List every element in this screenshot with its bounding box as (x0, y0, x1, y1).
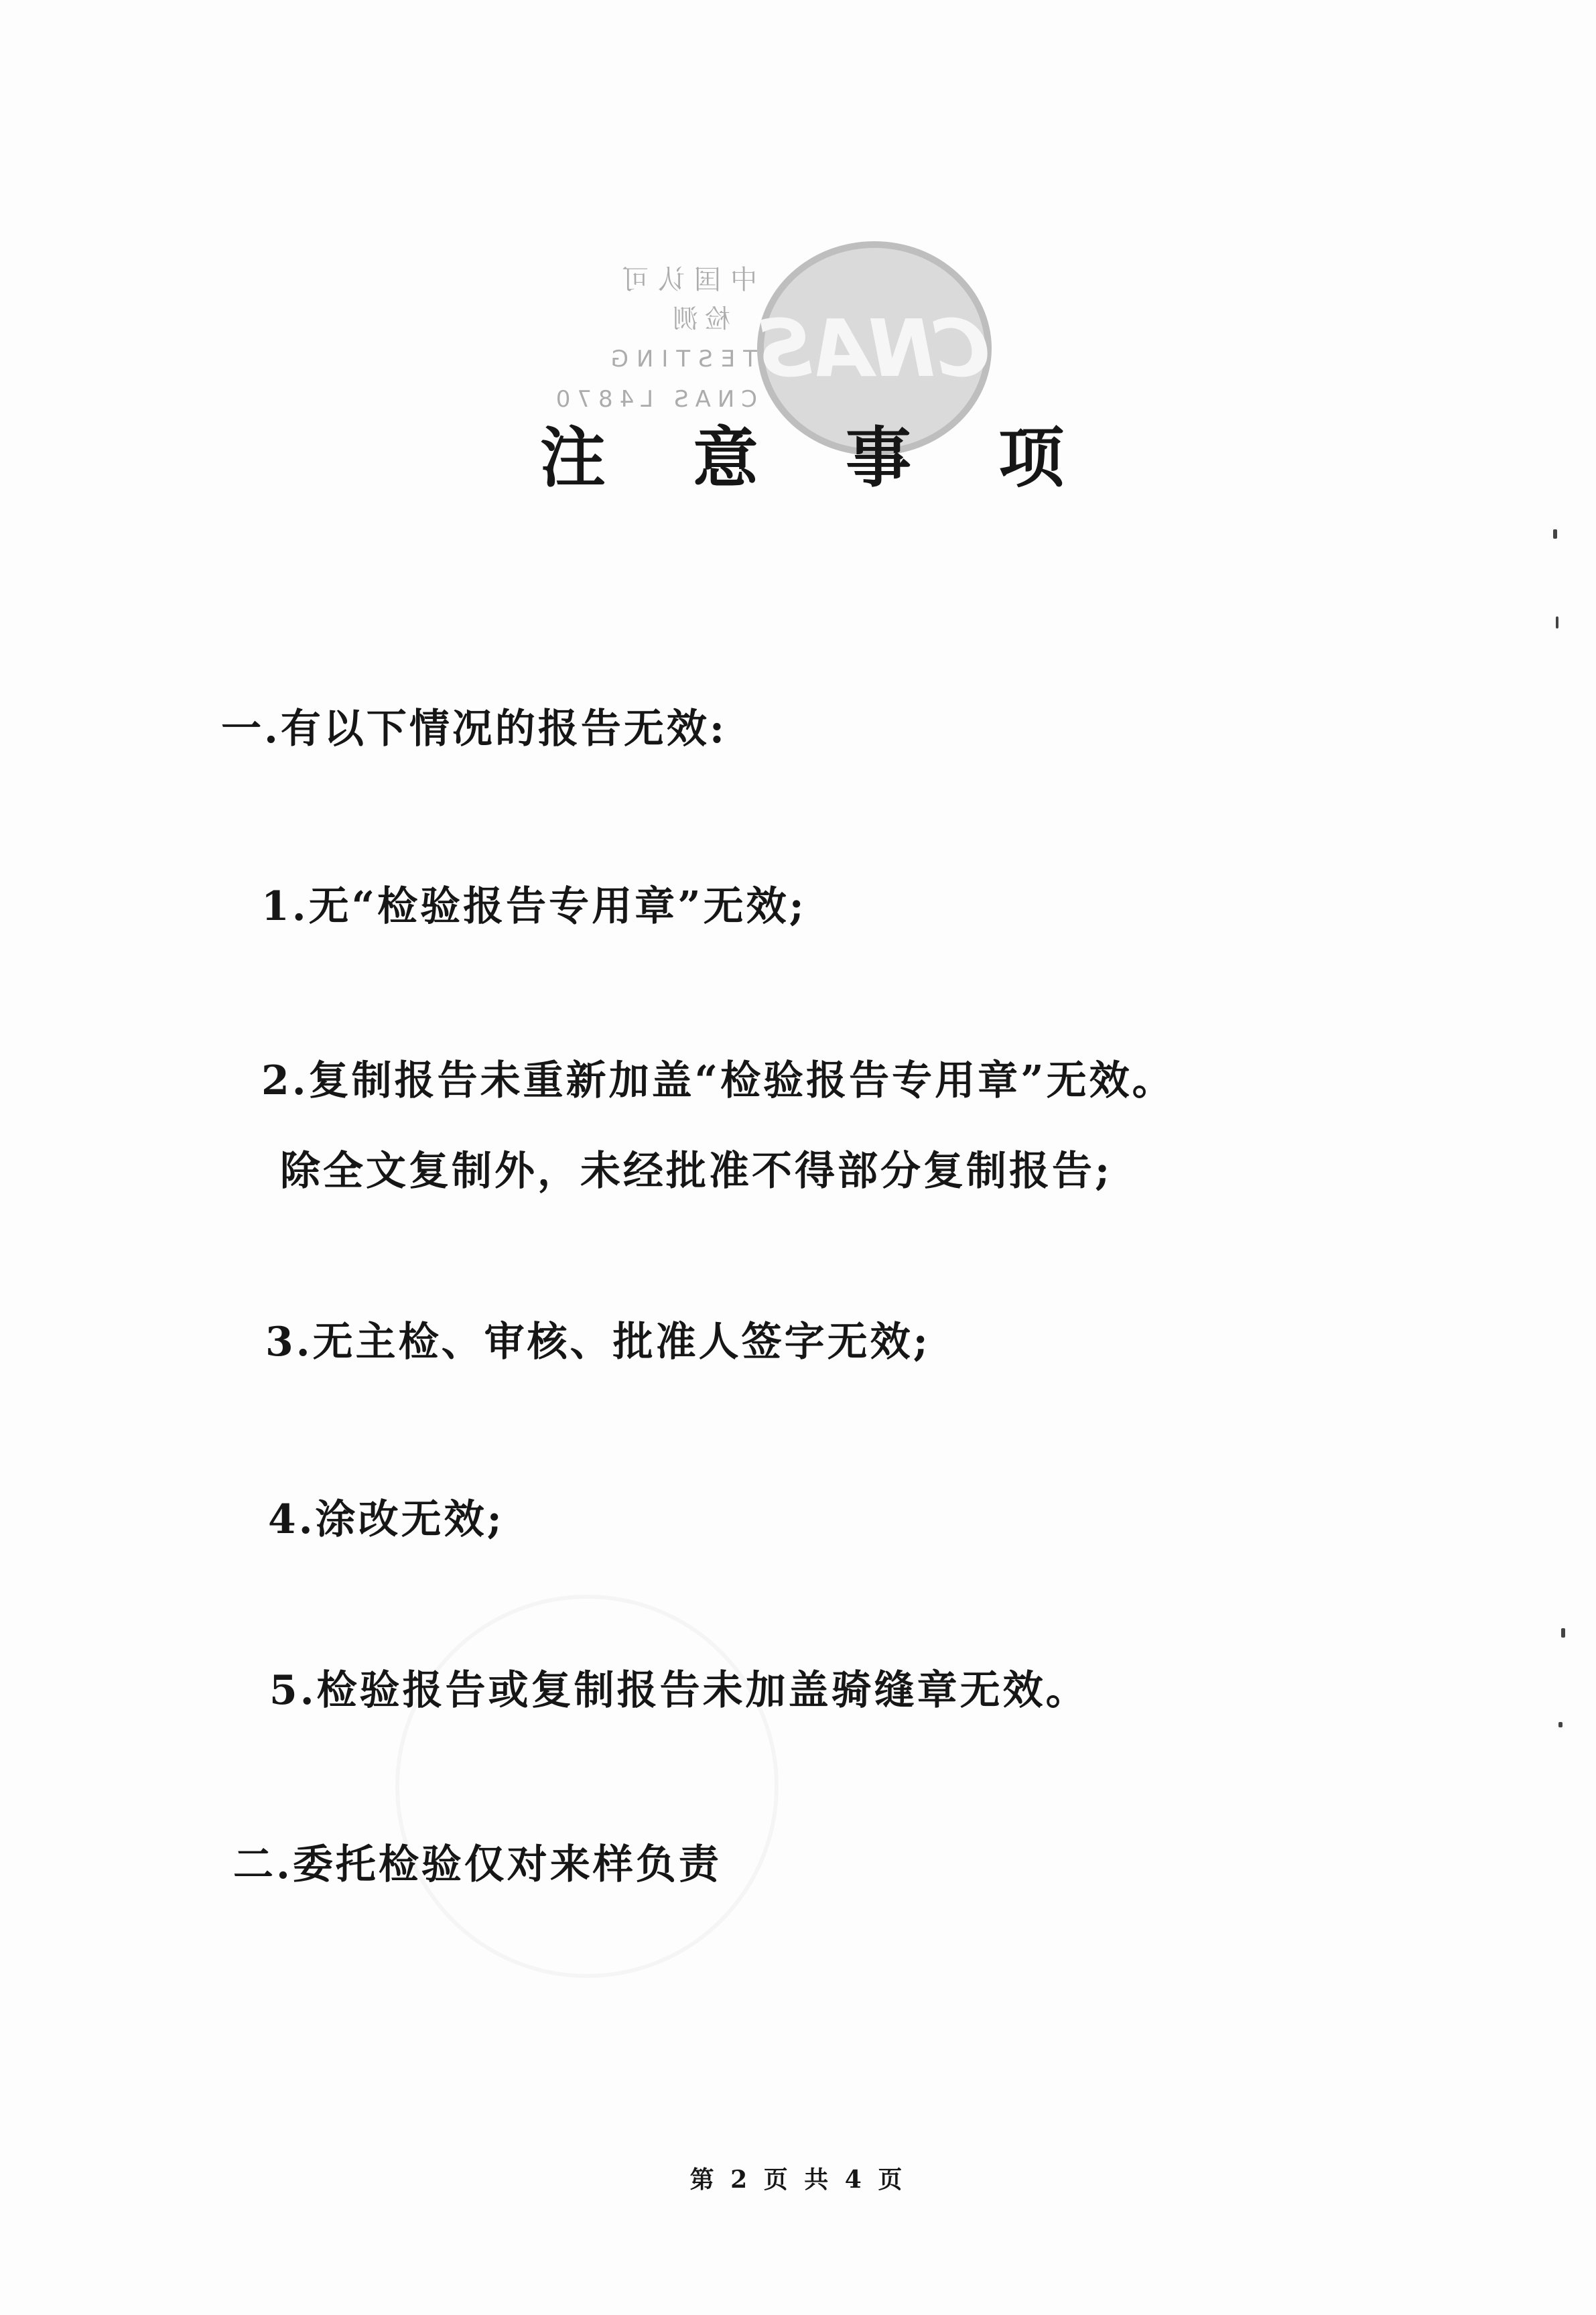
page-title: 注 意 事 项 (539, 419, 1097, 497)
stamp-line-1: 中国认可 (612, 265, 757, 295)
scan-mark (1553, 529, 1557, 539)
scan-mark (1558, 1722, 1562, 1727)
stamp-emblem-text: CNAS (758, 302, 990, 395)
scan-mark (1561, 1628, 1565, 1638)
stamp-line-2: 检测 (665, 304, 730, 334)
stamp-line-4: CNAS L4870 (549, 386, 757, 413)
list-item: 1.无“检验报告专用章”无效; (261, 883, 807, 930)
section-1-heading: 一.有以下情况的报告无效: (221, 706, 728, 752)
page-number: 第 2 页 共 4 页 (689, 2166, 907, 2194)
list-item: 5.检验报告或复制报告未加盖骑缝章无效。 (269, 1667, 1089, 1714)
stamp-line-3: TESTING (602, 346, 757, 373)
list-item: 3.无主检、审核、批准人签字无效; (265, 1319, 931, 1366)
list-item-continuation: 除全文复制外，未经批准不得部分复制报告; (280, 1148, 1113, 1195)
list-item: 2.复制报告未重新加盖“检验报告专用章”无效。 (261, 1057, 1175, 1104)
faint-background-seal (395, 1595, 779, 1978)
list-item: 4.涂改无效; (268, 1496, 505, 1543)
section-2-heading: 二.委托检验仅对来样负责 (233, 1841, 722, 1888)
stamp-text-block (543, 261, 757, 419)
scan-mark (1556, 616, 1558, 629)
